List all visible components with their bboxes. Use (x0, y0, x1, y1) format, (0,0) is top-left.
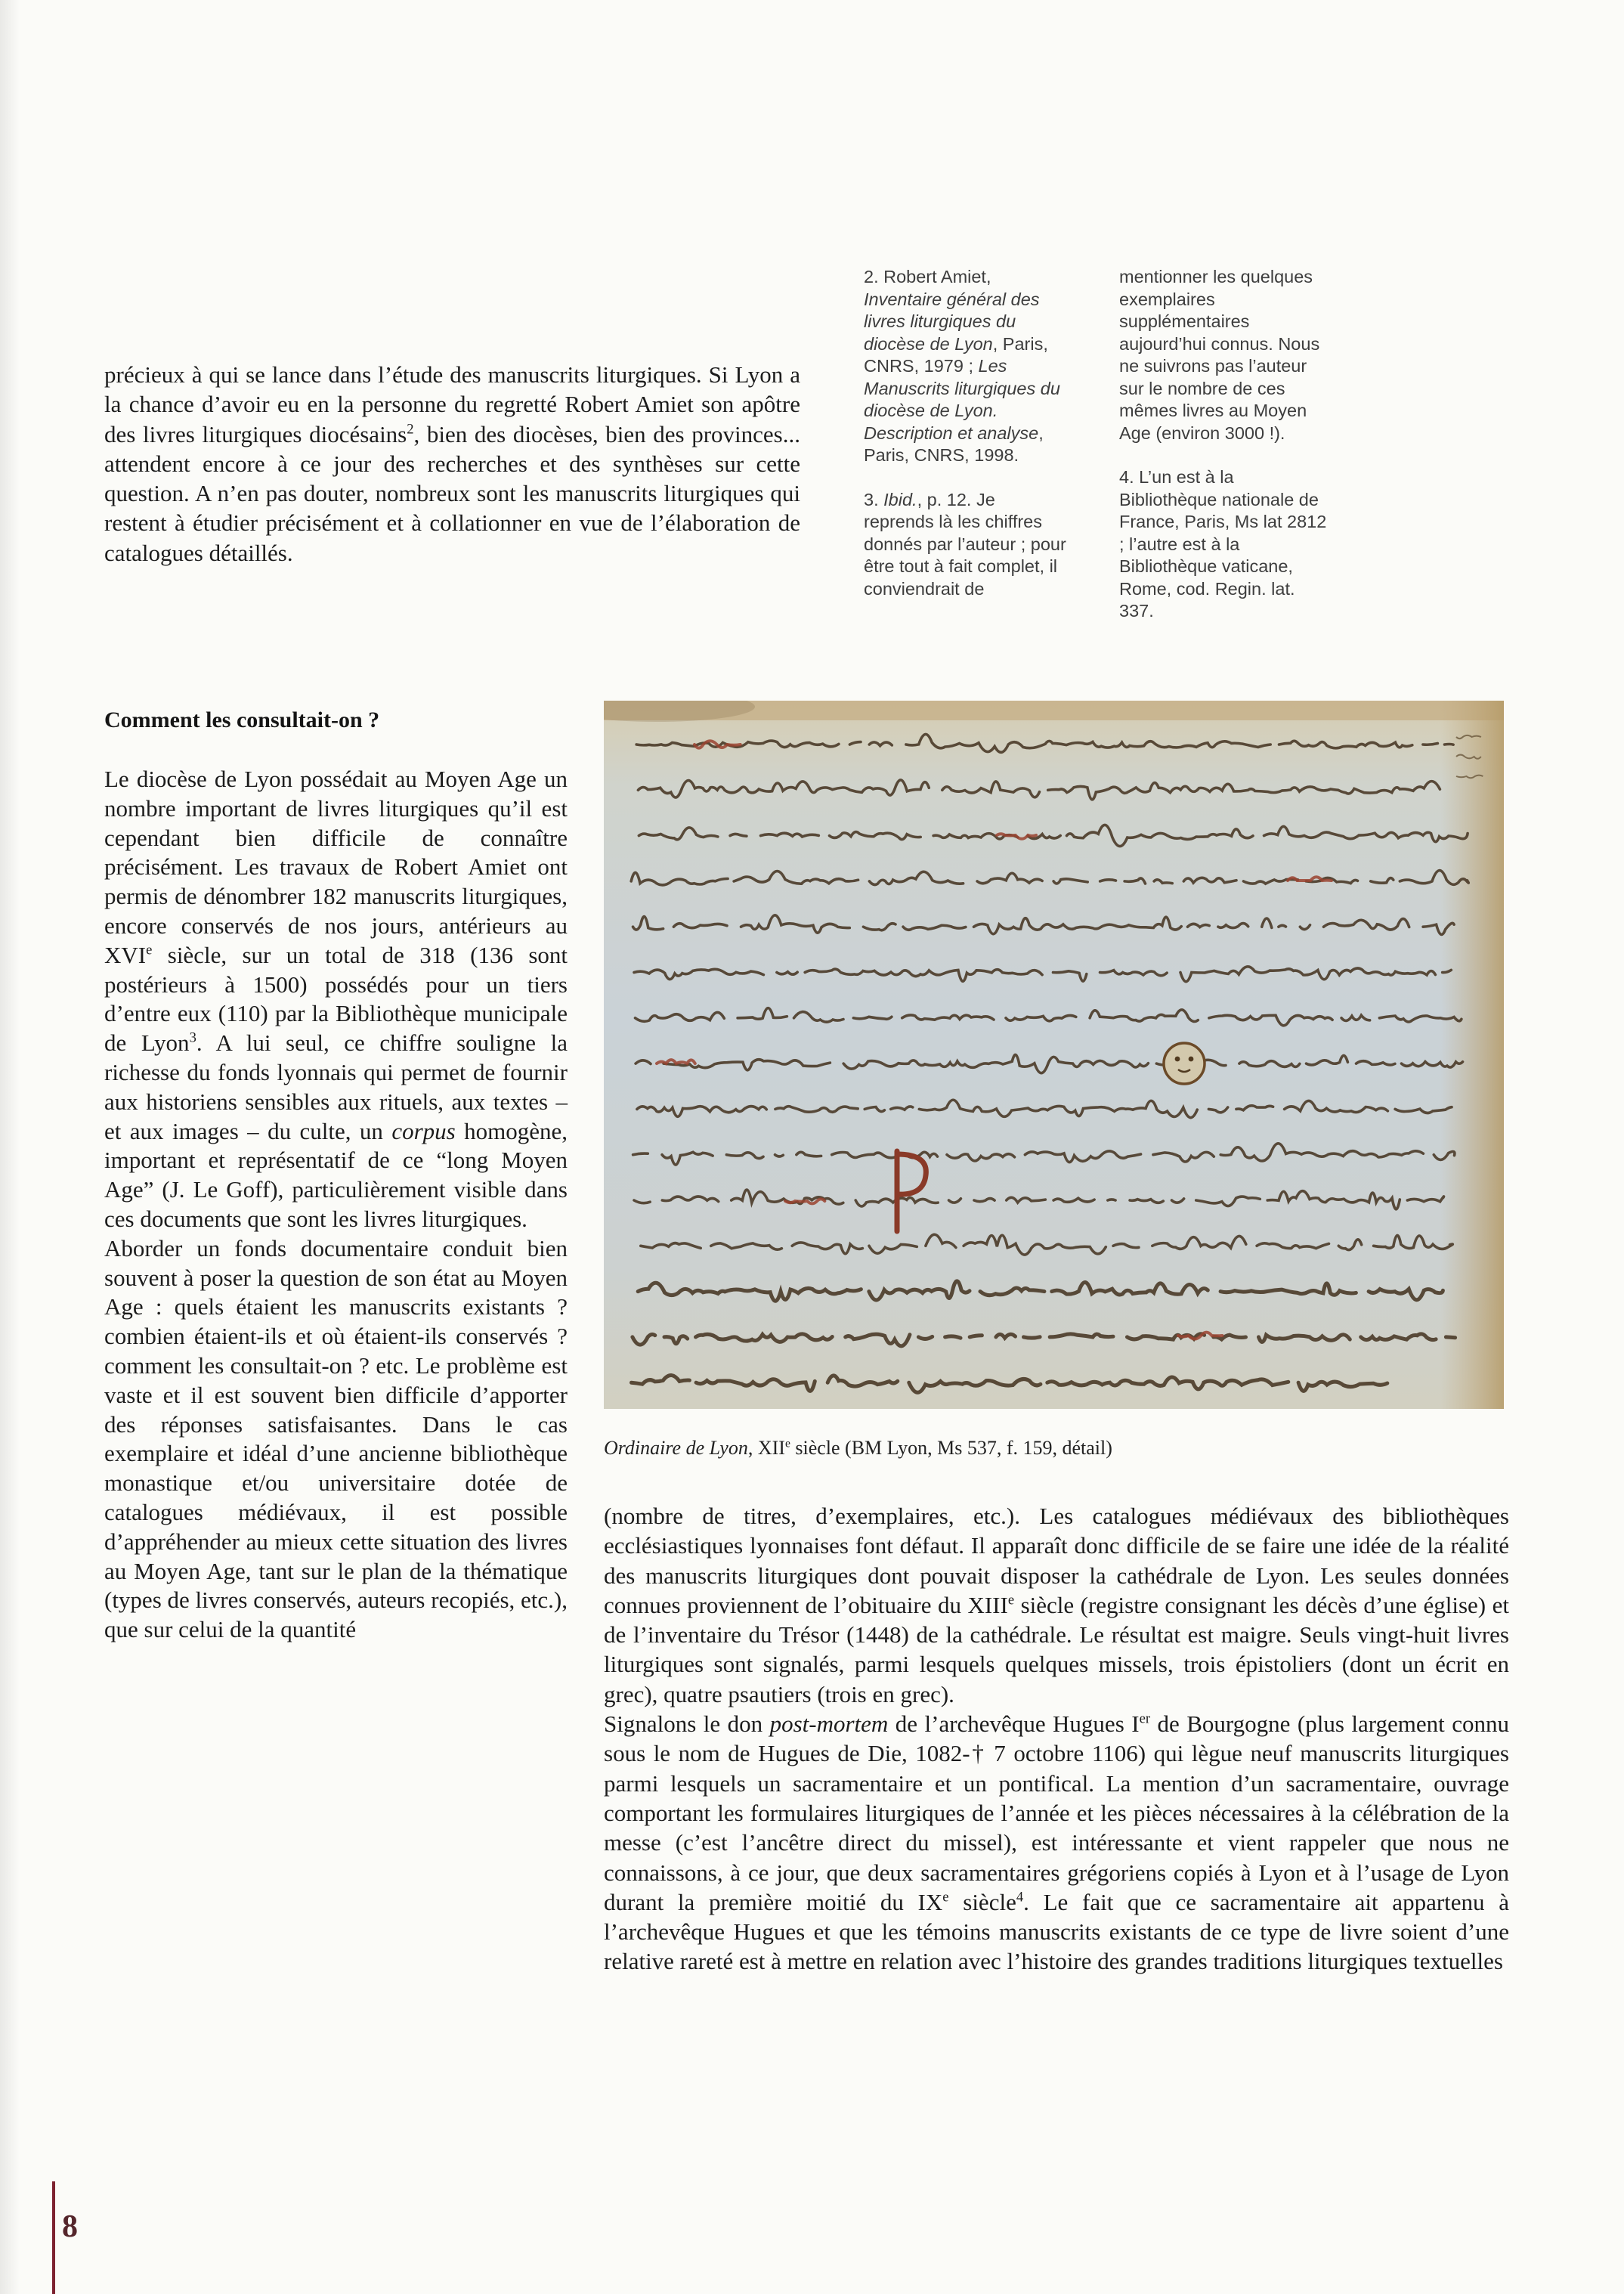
intro-paragraph: précieux à qui se lance dans l’étude des manuscrits liturgiques. Si Lyon a la chance d’avoir eu en la personne du regretté Robert Amiet son apôtre des livres liturgiques diocésains$^2$, bien des diocèses, bien des provinces... attendent encore à ce jour des recherches et des synthèses sur cette question. A n’en pas douter, nombreux sont les manuscrits liturgiques qui restent à étudier précisément et à collationner en vue de l’élaboration de catalogues détaillés. (104, 361, 800, 566)
footnote-4: 4. L’un est à la Bibliothèque nationale de France, Paris, Ms lat 2812 ; l’autre est à la Bibliothèque vaticane, Rome, cod. Regin. lat. 337. (1119, 467, 1327, 621)
figure-caption: Ordinaire de Lyon, XIIe siècle (BM Lyon, Ms 537, f. 159, détail) (604, 1437, 1112, 1459)
left-column-paragraph-2: Aborder un fonds documentaire conduit bien souvent à poser la question de son état au Moyen Age : quels étaient les manuscrits existants ? combien étaient-ils et où étaient-ils conservés ? comment les consultait-on ? etc. Le problème est vaste et il est souvent bien difficile d’apporter des réponses satisfaisantes. Dans le cas exemplaire et idéal d’une ancienne bibliothèque monastique et/ou universitaire dotée de catalogues médiévaux, il est possible d’appréhender au mieux cette situation des livres au Moyen Age, tant sur le plan de la thématique (types de livres conservés, auteurs recopiés, etc.), que sur celui de la quantité (104, 1234, 568, 1643)
manuscript-image (604, 701, 1504, 1409)
left-column-paragraph-1: Le diocèse de Lyon possédait au Moyen Age un nombre important de livres liturgiques qu’il est cependant bien difficile de connaître précisément. Les travaux de Robert Amiet ont permis de dénombrer 182 manuscrits liturgiques, encore conservés de nos jours, antérieurs au XVIe siècle, sur un total de 318 (136 sont postérieurs à 1500) possédés pour un tiers d’entre eux (110) par la Bibliothèque municipale de Lyon$^3$. A lui seul, ce chiffre souligne la richesse du fonds lyonnais qui permet de fournir aux historiens sensibles aux rituels, aux textes – et aux images – du culte, un corpus homogène, important et représentatif de ce “long Moyen Age” (J. Le Goff), particulièrement visible dans ces documents que sont les livres liturgiques. (104, 766, 568, 1232)
page-number: 8 (62, 2209, 78, 2244)
right-column-text (604, 1501, 1509, 1977)
footnote-2: 2. Robert Amiet, Inventaire général des livres liturgiques du diocèse de Lyon, Paris, CNRS, 1979 ; Les Manuscrits liturgiques du diocèse de Lyon. Description et analyse, Paris, CNRS, 1998. (864, 267, 1060, 465)
right-column-paragraph-1: (nombre de titres, d’exemplaires, etc.). Les catalogues médiévaux des bibliothèques ecclésiastiques lyonnaises font défaut. Il apparaît donc difficile de se faire une idée de la réalité des manuscrits liturgiques dont pouvait disposer la cathédrale de Lyon. Les seules données connues proviennent de l’obituaire du XIIIe siècle (registre consignant les décès d’une église) et de l’inventaire du Trésor (1448) de la cathédrale. Le résultat est maigre. Seuls vingt-huit livres liturgiques sont signalés, parmi lesquels quelques missels, trois épistoliers (dont un écrit en grec), quatre psautiers (trois en grec). (604, 1503, 1509, 1707)
right-column-paragraph-2: Signalons le don post-mortem de l’archevêque Hugues Ier de Bourgogne (plus largement connu sous le nom de Hugues de Die, 1082-† 7 octobre 1106) qui lègue neuf manuscrits liturgiques parmi lesquels un sacramentaire et un pontifical. La mention d’un sacramentaire, ouvrage comportant les formulaires liturgiques de l’année et les pièces nécessaires à la célébration de la messe (c’est l’ancêtre direct du missel), est intéressante et vient rappeler que nous ne connaissons, à ce jour, que deux sacramentaires grégoriens copiés à Lyon et à l’usage de Lyon durant la première moitié du IXe siècle$^4$. Le fait que ce sacramentaire ait appartenu à l’archevêque Hugues et que les témoins manuscrits existants de ce type de livre soient d’une relative rareté est à mettre en relation avec l’histoire des grandes traditions liturgiques textuelles (604, 1710, 1510, 1975)
manuscript-art (604, 701, 1504, 1409)
left-column-text (104, 765, 568, 1645)
footnote-3-continued: mentionner les quelques exemplaires supplémentaires aujourd’hui connus. Nous ne suivrons pas l’auteur sur le nombre de ces mêmes livres au Moyen Age (environ 3000 !). (1119, 267, 1320, 443)
page-number-rule (52, 2181, 55, 2294)
footnote-column-1 (864, 266, 1066, 600)
section-heading: Comment les consultait-on ? (104, 707, 380, 732)
footnote-3: 3. Ibid., p. 12. Je reprends là les chiffres donnés par l’auteur ; pour être tout à fait complet, il conviendrait de (864, 489, 1066, 599)
footnote-column-2 (1119, 266, 1328, 623)
